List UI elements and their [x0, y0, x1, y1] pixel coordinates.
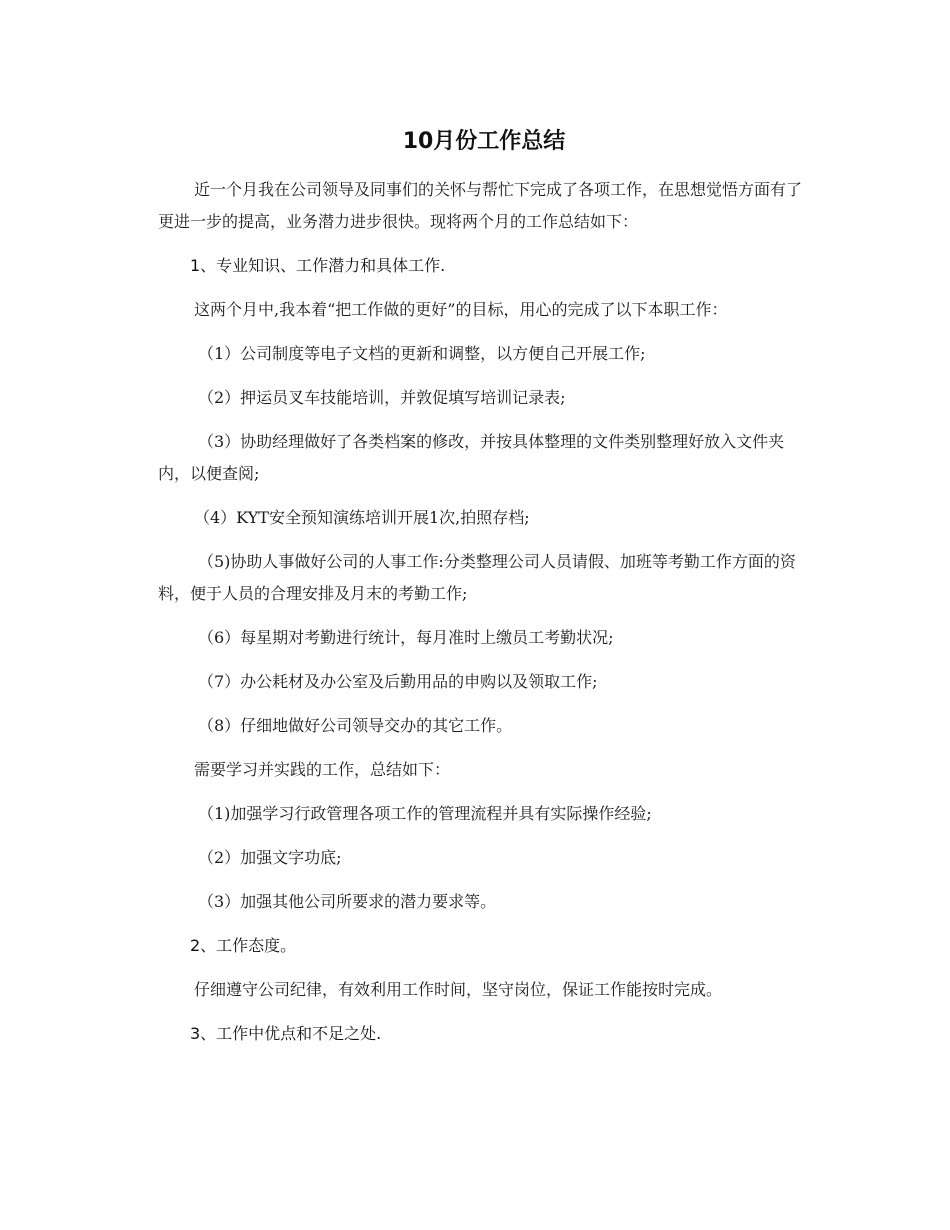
section-heading-1: 1、专业知识、工作潜力和具体工作.: [190, 256, 446, 275]
page-title: 10月份工作总结: [402, 129, 566, 154]
learning-item-1: （1)加强学习行政管理各项工作的管理流程并具有实际操作经验;: [198, 804, 652, 823]
work-item-8: （8）仔细地做好公司领导交办的其它工作。: [198, 716, 513, 735]
learning-item-2: （2）加强文字功底;: [198, 848, 342, 867]
section-heading-3: 3、工作中优点和不足之处.: [190, 1024, 382, 1043]
work-item-5: （5)协助人事做好公司的人事工作:分类整理公司人员请假、加班等考勤工作方面的资料，便于人员的合理安排及月末的考勤工作;: [158, 552, 796, 603]
intro-paragraph: 近一个月我在公司领导及同事们的关怀与帮忙下完成了各项工作，在思想觉悟方面有了更进一步的提高，业务潜力进步很快。现将两个月的工作总结如下：: [158, 180, 803, 231]
section-1-paragraph: 这两个月中,我本着“把工作做的更好”的目标，用心的完成了以下本职工作：: [194, 300, 728, 319]
work-item-7: （7）办公耗材及办公室及后勤用品的申购以及领取工作;: [198, 672, 598, 691]
learning-item-3: （3）加强其他公司所要求的潜力要求等。: [198, 892, 497, 911]
section-heading-2: 2、工作态度。: [190, 936, 297, 955]
learning-intro: 需要学习并实践的工作，总结如下：: [194, 760, 451, 779]
work-item-3: （3）协助经理做好了各类档案的修改，并按具体整理的文件类别整理好放入文件夹内，以便查阅;: [158, 432, 785, 483]
work-item-1: （1）公司制度等电子文档的更新和调整，以方便自己开展工作;: [198, 344, 646, 363]
work-item-2: （2）押运员叉车技能培训，并敦促填写培训记录表;: [198, 388, 566, 407]
work-item-6: （6）每星期对考勤进行统计，每月准时上缴员工考勤状况;: [198, 628, 614, 647]
work-item-4: （4）KYT安全预知演练培训开展1次,拍照存档;: [194, 508, 530, 527]
section-2-paragraph: 仔细遵守公司纪律，有效利用工作时间，坚守岗位，保证工作能按时完成。: [194, 980, 723, 999]
document-body: [158, 174, 806, 1050]
